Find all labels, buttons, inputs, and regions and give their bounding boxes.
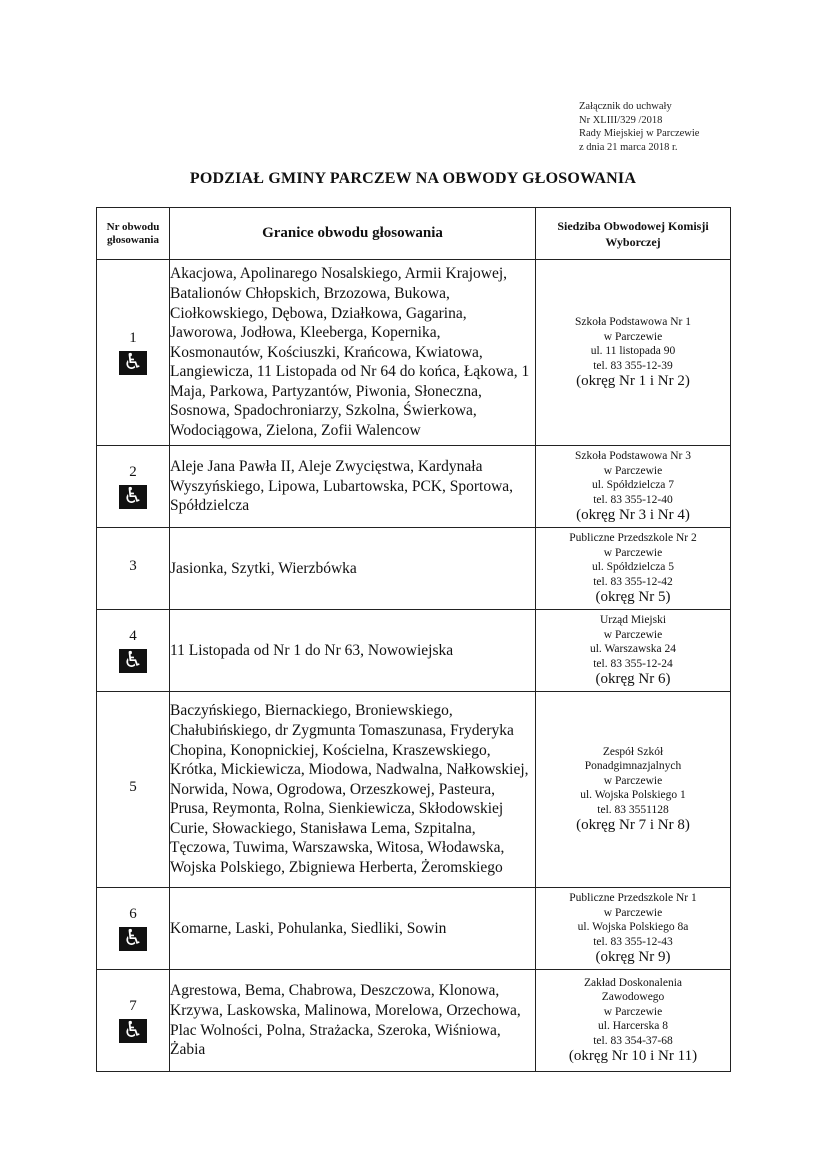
header-seat: Siedziba Obwodowej Komisji Wyborczej [536,208,731,260]
seat-cell [536,888,731,970]
district-number-cell [97,888,170,970]
seat-line: w Parczewie [603,1005,663,1018]
district-borders: 11 Listopada od Nr 1 do Nr 63, Nowowiejska [170,610,536,692]
seat-line: tel. 83 355-12-24 [593,657,673,670]
wheelchair-icon: ♿ [119,485,147,509]
district-borders: Aleje Jana Pawła II, Aleje Zwycięstwa, Kardynała Wyszyńskiego, Lipowa, Lubartowska, PCK, Sportowa, Spółdzielcza [170,446,536,528]
annex-line: Rady Miejskiej w Parczewie [579,128,700,139]
electoral-district: (okręg Nr 9) [595,949,671,965]
district-borders: Baczyńskiego, Biernackiego, Broniewskiego, Chałubińskiego, dr Zygmunta Tomaszunasa, Fryderyka Chopina, Konopnickiej, Kościelna, Kraszewskiego, Krótka, Mickiewicza, Miodowa, Nadwalna, Nałkowskiej, Norwida, Nowa, Ogrodowa, Orzeszkowej, Pasteura, Prusa, Reymonta, Rolna, Sienkiewicza, Skłodowskiej Curie, Słowackiego, Stanisława Lema, Szpitalna, Tęczowa, Tuwima, Warszawska, Witosa, Włodawska, Wojska Polskiego, Zbigniewa Herberta, Żeromskiego [170,692,536,888]
annex-line: z dnia 21 marca 2018 r. [579,141,678,153]
district-number: 6 [129,906,137,922]
seat-cell [536,692,731,888]
seat-line: ul. Harcerska 8 [598,1020,668,1033]
table-header-row [97,208,731,260]
seat-line: ul. Spółdzielcza 5 [591,561,675,573]
seat-cell [536,446,731,528]
wheelchair-icon: ♿ [119,351,147,375]
district-number-cell [97,970,170,1072]
seat-line: w Parczewie [603,546,663,559]
seat-line: w Parczewie [603,330,663,343]
seat-line: Zawodowego [601,991,665,1004]
district-number: 4 [129,628,137,644]
seat-line: Szkoła Podstawowa Nr 1 [575,316,691,328]
district-borders: Jasionka, Szytki, Wierzbówka [170,528,536,610]
seat-line: ul. Warszawska 24 [589,643,677,655]
header-nr: Nr obwodu głosowania [97,208,170,260]
seat-line: w Parczewie [603,628,663,641]
seat-line: ul. Spółdzielcza 7 [591,479,675,491]
seat-line: Ponadgimnazjalnych [584,760,682,773]
district-number: 2 [129,464,137,480]
table-row [97,446,731,528]
seat-cell [536,260,731,446]
seat-line: w Parczewie [603,774,663,787]
header-borders: Granice obwodu głosowania [170,208,536,260]
seat-line: Publiczne Przedszkole Nr 2 [569,532,697,544]
table-row [97,692,731,888]
table-row [97,260,731,446]
seat-cell [536,528,731,610]
wheelchair-icon: ♿ [119,649,147,673]
electoral-district: (okręg Nr 6) [595,671,671,687]
seat-line: Publiczne Przedszkole Nr 1 [569,892,697,904]
seat-line: tel. 83 355-12-43 [593,935,673,948]
seat-line: Urząd Miejski [599,614,667,626]
district-number: 3 [129,558,137,574]
seat-line: w Parczewie [603,906,663,919]
seat-line: tel. 83 3551128 [597,803,669,816]
seat-line: ul. Wojska Polskiego 8a [577,921,689,933]
seat-line: w Parczewie [603,464,663,477]
seat-line: Szkoła Podstawowa Nr 3 [575,450,691,462]
seat-line: Zakład Doskonalenia [583,976,683,989]
table-row [97,970,731,1072]
table-row [97,528,731,610]
seat-line: tel. 83 355-12-40 [593,493,673,506]
electoral-district: (okręg Nr 3 i Nr 4) [576,507,690,523]
district-borders: Agrestowa, Bema, Chabrowa, Deszczowa, Klonowa, Krzywa, Laskowska, Malinowa, Morelowa, Orzechowa, Plac Wolności, Polna, Strażacka, Szeroka, Wiśniowa, Żabia [170,970,536,1072]
district-borders: Komarne, Laski, Pohulanka, Siedliki, Sowin [170,888,536,970]
table-row [97,888,731,970]
wheelchair-icon: ♿ [119,1019,147,1043]
district-number-cell [97,528,170,610]
seat-line: tel. 83 355-12-42 [593,575,673,588]
annex-note [579,100,739,154]
document-title: PODZIAŁ GMINY PARCZEW NA OBWODY GŁOSOWANIA [189,170,637,187]
district-number-cell [97,692,170,888]
electoral-district: (okręg Nr 1 i Nr 2) [576,373,690,389]
seat-cell [536,970,731,1072]
seat-line: Zespół Szkół [602,745,664,758]
electoral-district: (okręg Nr 5) [595,589,671,605]
district-borders: Akacjowa, Apolinarego Nosalskiego, Armii Krajowej, Batalionów Chłopskich, Brzozowa, Bukowa, Ciołkowskiego, Dębowa, Działkowa, Gagarina, Jaworowa, Jodłowa, Kleeberga, Kopernika, Kosmonautów, Kościuszki, Krańcowa, Kwiatowa, Langiewicza, 11 Listopada od Nr 64 do końca, Łąkowa, 1 Maja, Parkowa, Partyzantów, Piwonia, Słoneczna, Sosnowa, Spadochroniarzy, Szkolna, Świerkowa, Wodociągowa, Zielona, Zofii Walencow [170,260,536,446]
annex-line: Nr XLIII/329 /2018 [579,114,663,126]
district-number: 1 [129,330,137,346]
district-number-cell [97,446,170,528]
wheelchair-icon: ♿ [119,927,147,951]
district-number: 5 [129,779,137,795]
seat-line: tel. 83 355-12-39 [593,359,673,372]
table-row [97,610,731,692]
districts-table [96,207,731,1072]
annex-line: Załącznik do uchwały [579,101,672,112]
district-number: 7 [129,998,137,1014]
district-number-cell [97,260,170,446]
district-number-cell [97,610,170,692]
seat-line: tel. 83 354-37-68 [593,1034,673,1047]
electoral-district: (okręg Nr 10 i Nr 11) [568,1048,698,1065]
electoral-district: (okręg Nr 7 i Nr 8) [576,817,690,834]
seat-line: ul. 11 listopada 90 [590,345,676,357]
seat-line: ul. Wojska Polskiego 1 [580,789,686,802]
seat-cell [536,610,731,692]
